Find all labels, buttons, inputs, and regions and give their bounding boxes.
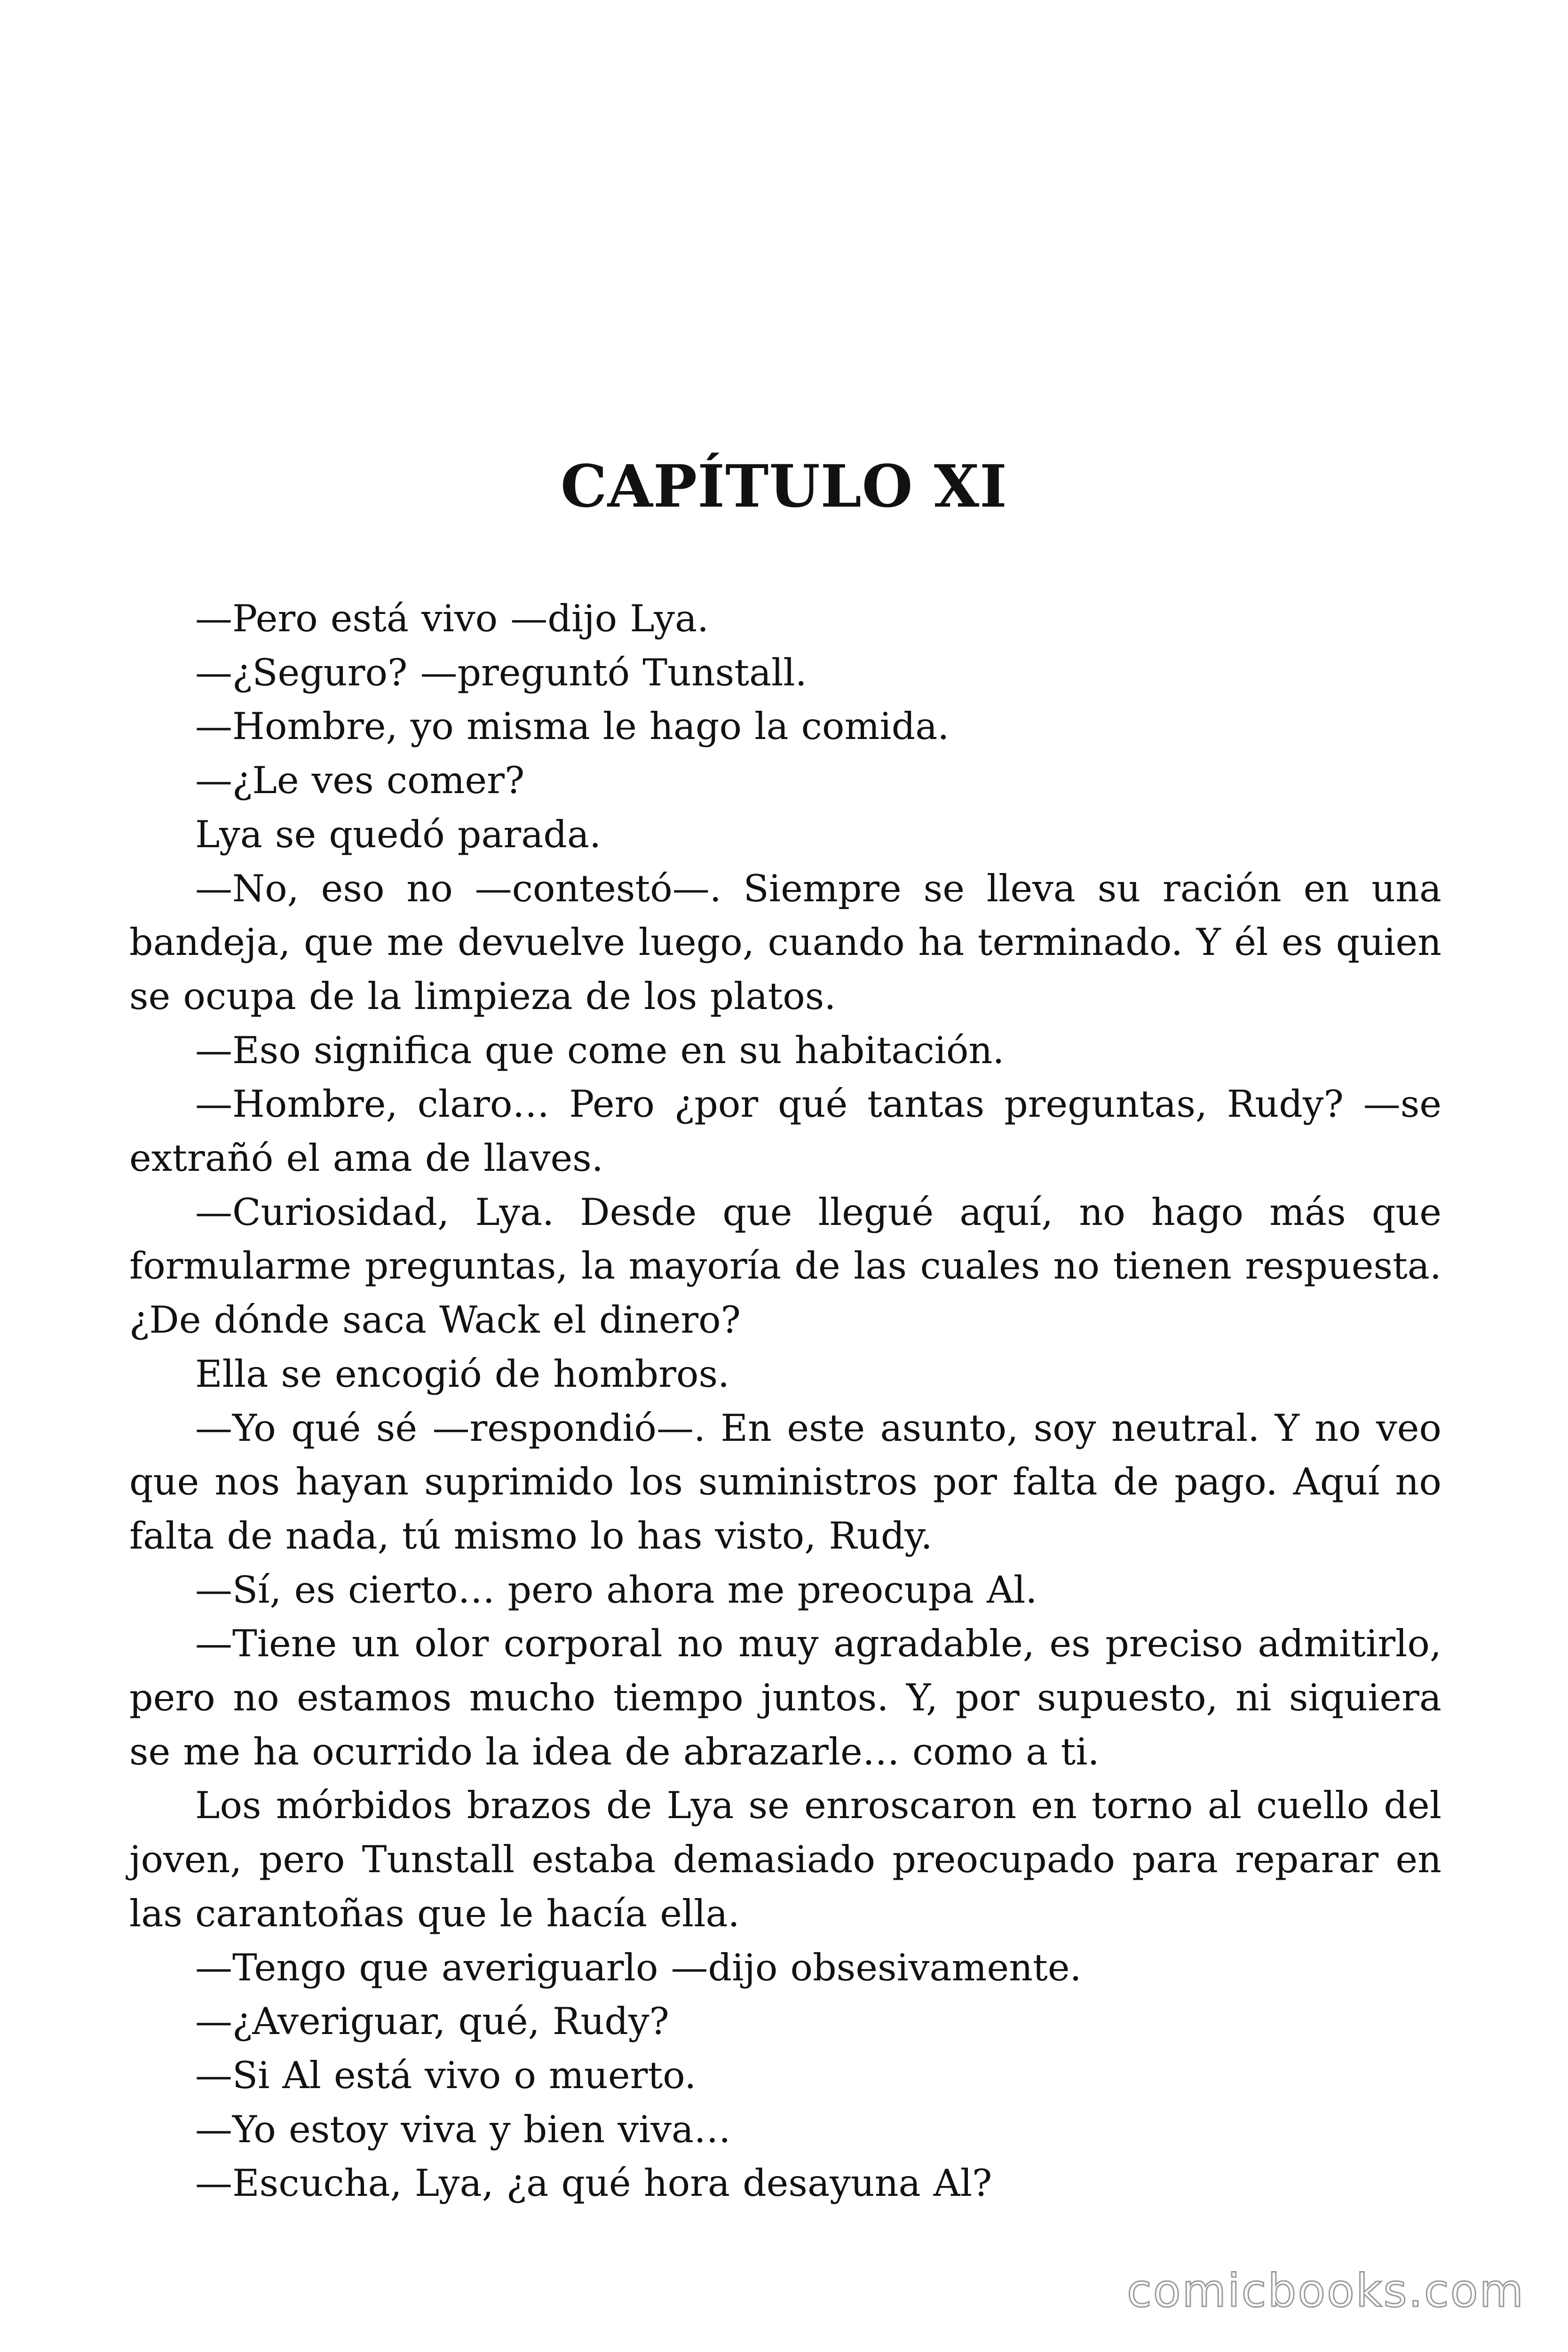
paragraph: —Si Al está vivo o muerto. [195,2053,697,2097]
paragraph: Lya se quedó parada. [195,812,602,856]
paragraph: —Tiene un olor corporal no muy agradable, es preciso admitirlo, pero no estamos mucho tiempo juntos. Y, por supuesto, ni siquiera se me ha ocurrido la idea de abrazarle… como a ti. [129,1622,1441,1773]
paragraph: —Hombre, yo misma le hago la comida. [195,705,950,748]
paragraph: —Eso significa que come en su habitación. [195,1028,1005,1072]
paragraph: —¿Seguro? —preguntó Tunstall. [195,651,807,694]
paragraph: —Yo estoy viva y bien viva… [195,2107,731,2151]
paragraph: —Yo qué sé —respondió—. En este asunto, soy neutral. Y no veo que nos hayan suprimido los suministros por falta de pago. Aquí no falta de nada, tú mismo lo has visto, Rudy. [129,1406,1441,1557]
watermark: comicbooks.com [1126,2265,1525,2317]
paragraph: —Pero está vivo —dijo Lya. [195,597,709,640]
paragraph: Ella se encogió de hombros. [195,1352,730,1396]
chapter-body [129,592,1441,2210]
chapter-title: CAPÍTULO XI [560,453,1008,521]
paragraph: —¿Averiguar, qué, Rudy? [195,2000,669,2043]
paragraph: —Escucha, Lya, ¿a qué hora desayuna Al? [195,2161,992,2205]
paragraph: Los mórbidos brazos de Lya se enroscaron en torno al cuello del joven, pero Tunstall estaba demasiado preocupado para reparar en las carantoñas que le hacía ella. [129,1784,1441,1935]
paragraph: —No, eso no —contestó—. Siempre se lleva su ración en una bandeja, que me devuelve luego, cuando ha terminado. Y él es quien se ocupa de la limpieza de los platos. [129,866,1441,1018]
paragraph: —Tengo que averiguarlo —dijo obsesivamente. [195,1946,1082,1989]
paragraph: —Sí, es cierto… pero ahora me preocupa Al. [195,1568,1037,1612]
paragraph: —¿Le ves comer? [195,759,525,803]
paragraph: —Hombre, claro… Pero ¿por qué tantas preguntas, Rudy? —se extrañó el ama de llaves. [129,1082,1441,1180]
paragraph: —Curiosidad, Lya. Desde que llegué aquí, no hago más que formularme preguntas, la mayoría de las cuales no tienen respuesta. ¿De dónde saca Wack el dinero? [129,1190,1441,1342]
